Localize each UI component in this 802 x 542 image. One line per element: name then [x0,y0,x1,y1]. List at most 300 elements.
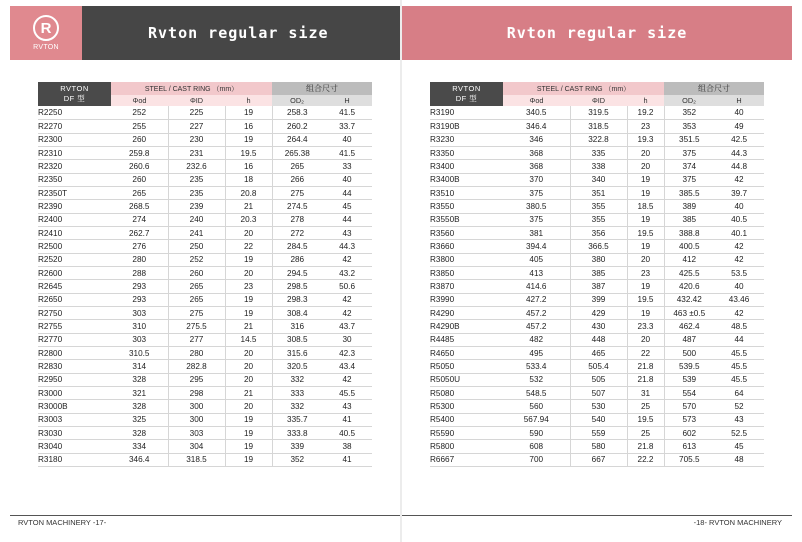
value-cell: 50.6 [322,280,372,293]
value-cell: 355 [570,200,627,213]
value-cell: 380 [570,253,627,266]
right-title-banner [402,6,792,60]
value-cell: 507 [570,387,627,400]
value-cell: 241 [168,226,225,239]
value-cell: 52.5 [714,427,764,440]
value-cell: 608 [503,440,570,453]
value-cell: 23 [627,266,664,279]
table-row [38,307,372,320]
value-cell: 42 [322,293,372,306]
model-cell: R2755 [38,320,111,333]
id-subheader: ΦID [570,95,627,106]
value-cell: 42 [714,173,764,186]
model-cell: R3550B [430,213,503,226]
value-cell: 284.5 [272,240,322,253]
value-cell: 235 [168,186,225,199]
value-cell: 44 [714,333,764,346]
right-size-table [430,82,764,467]
value-cell: 432.42 [664,293,714,306]
model-cell: R2600 [38,266,111,279]
value-cell: 590 [503,427,570,440]
model-column-header: RVTON DF 型 [430,82,503,106]
model-cell: R3800 [430,253,503,266]
value-cell: 19 [225,427,272,440]
table-row [430,160,764,173]
value-cell: 463 ±0.5 [664,307,714,320]
value-cell: 20 [627,253,664,266]
value-cell: 530 [570,400,627,413]
value-cell: 232.6 [168,160,225,173]
model-cell: R3190 [430,106,503,119]
model-cell: R5050U [430,373,503,386]
table-row [38,120,372,133]
value-cell: 230 [168,133,225,146]
value-cell: 303 [111,307,168,320]
model-cell: R2270 [38,120,111,133]
value-cell: 533.4 [503,360,570,373]
value-cell: 43 [714,413,764,426]
value-cell: 23 [627,120,664,133]
value-cell: 413 [503,266,570,279]
value-cell: 304 [168,440,225,453]
model-column-header: RVTON DF 型 [38,82,111,106]
value-cell: 22 [225,240,272,253]
table-row [430,120,764,133]
value-cell: 368 [503,146,570,159]
value-cell: 18 [225,173,272,186]
value-cell: 20 [225,360,272,373]
table-row [430,373,764,386]
value-cell: 52 [714,400,764,413]
value-cell: 613 [664,440,714,453]
value-cell: 540 [570,413,627,426]
value-cell: 412 [664,253,714,266]
table-row [430,280,764,293]
value-cell: 42.3 [322,347,372,360]
value-cell: 303 [111,333,168,346]
value-cell: 700 [503,453,570,466]
model-cell: R4485 [430,333,503,346]
value-cell: 487 [664,333,714,346]
model-cell: R2645 [38,280,111,293]
value-cell: 19.3 [627,133,664,146]
value-cell: 40 [322,133,372,146]
table-row [430,413,764,426]
value-cell: 293 [111,280,168,293]
right-page [402,0,802,542]
value-cell: 45 [322,200,372,213]
steel-ring-header: STEEL / CAST RING （mm） [111,82,272,95]
table-row [38,106,372,119]
value-cell: 260.6 [111,160,168,173]
model-cell: R2390 [38,200,111,213]
left-title-banner [10,6,400,60]
model-cell: R3190B [430,120,503,133]
table-row [38,146,372,159]
right-page-title: Rvton regular size [506,24,688,42]
model-cell: R3003 [38,413,111,426]
od-subheader: Φod [503,95,570,106]
model-cell: R3990 [430,293,503,306]
value-cell: 19 [225,253,272,266]
value-cell: 38 [322,440,372,453]
value-cell: 20 [225,266,272,279]
value-cell: 40.5 [714,213,764,226]
value-cell: 41 [322,453,372,466]
value-cell: 387 [570,280,627,293]
value-cell: 335 [570,146,627,159]
value-cell: 346.4 [111,453,168,466]
value-cell: 400.5 [664,240,714,253]
value-cell: 265.38 [272,146,322,159]
value-cell: 33 [322,160,372,173]
value-cell: 25 [627,400,664,413]
value-cell: 20 [225,347,272,360]
logo-text: RVTON [33,44,59,51]
value-cell: 42 [322,373,372,386]
value-cell: 548.5 [503,387,570,400]
value-cell: 316 [272,320,322,333]
value-cell: 20 [225,226,272,239]
value-cell: 20.8 [225,186,272,199]
value-cell: 405 [503,253,570,266]
value-cell: 43.7 [322,320,372,333]
table-row [38,453,372,466]
table-row [430,293,764,306]
value-cell: 559 [570,427,627,440]
value-cell: 19.5 [225,146,272,159]
value-cell: 368 [503,160,570,173]
value-cell: 227 [168,120,225,133]
model-cell: R2350T [38,186,111,199]
value-cell: 40 [322,173,372,186]
value-cell: 265 [168,280,225,293]
value-cell: 282.8 [168,360,225,373]
value-cell: 258.3 [272,106,322,119]
table-row [38,413,372,426]
value-cell: 45.5 [322,387,372,400]
value-cell: 20 [225,373,272,386]
value-cell: 308.4 [272,307,322,320]
table-row [430,106,764,119]
value-cell: 375 [503,186,570,199]
table-row [430,440,764,453]
table-row [430,400,764,413]
value-cell: 240 [168,213,225,226]
value-cell: 19 [225,106,272,119]
model-cell: R3000 [38,387,111,400]
value-cell: 64 [714,387,764,400]
value-cell: 14.5 [225,333,272,346]
value-cell: 44 [322,186,372,199]
model-cell: R2500 [38,240,111,253]
model-cell: R2300 [38,133,111,146]
value-cell: 505.4 [570,360,627,373]
logo-r-icon: R [33,15,59,41]
value-cell: 318.5 [168,453,225,466]
model-cell: R3400 [430,160,503,173]
value-cell: 280 [111,253,168,266]
value-cell: 303 [168,427,225,440]
value-cell: 53.5 [714,266,764,279]
table-row [38,347,372,360]
table-row [38,360,372,373]
table-row [430,133,764,146]
value-cell: 298.5 [272,280,322,293]
value-cell: 277 [168,333,225,346]
table-row [38,373,372,386]
table-row [430,307,764,320]
value-cell: 427.2 [503,293,570,306]
table-row [38,200,372,213]
table-row [38,387,372,400]
model-cell: R4290 [430,307,503,320]
value-cell: 389 [664,200,714,213]
table-row [38,186,372,199]
value-cell: 48.5 [714,320,764,333]
model-cell: R5400 [430,413,503,426]
value-cell: 19.2 [627,106,664,119]
table-row [38,320,372,333]
table-row [430,266,764,279]
model-cell: R4650 [430,347,503,360]
value-cell: 573 [664,413,714,426]
value-cell: 580 [570,440,627,453]
table-row [430,347,764,360]
value-cell: 19.5 [627,293,664,306]
model-cell: R3660 [430,240,503,253]
value-cell: 539.5 [664,360,714,373]
model-cell: R2320 [38,160,111,173]
model-cell: R4290B [430,320,503,333]
value-cell: 457.2 [503,307,570,320]
value-cell: 339 [272,440,322,453]
value-cell: 19 [225,413,272,426]
value-cell: 346.4 [503,120,570,133]
value-cell: 264.4 [272,133,322,146]
value-cell: 265 [168,293,225,306]
assembly-size-header: 组合尺寸 [664,82,764,95]
table-row [38,427,372,440]
value-cell: 319.5 [570,106,627,119]
value-cell: 22 [627,347,664,360]
value-cell: 425.5 [664,266,714,279]
table-row [430,360,764,373]
value-cell: 399 [570,293,627,306]
value-cell: 351 [570,186,627,199]
table-row [38,440,372,453]
value-cell: 235 [168,173,225,186]
model-cell: R2770 [38,333,111,346]
value-cell: 16 [225,160,272,173]
value-cell: 41.5 [322,146,372,159]
table-row [38,173,372,186]
value-cell: 355 [570,213,627,226]
value-cell: 352 [272,453,322,466]
value-cell: 45.5 [714,347,764,360]
value-cell: 20 [627,333,664,346]
model-cell: R3560 [430,226,503,239]
value-cell: 262.7 [111,226,168,239]
value-cell: 41.5 [322,106,372,119]
value-cell: 328 [111,400,168,413]
left-page-title: Rvton regular size [148,24,329,42]
value-cell: 298 [168,387,225,400]
value-cell: 19 [225,293,272,306]
value-cell: 333.8 [272,427,322,440]
table-row [38,133,372,146]
value-cell: 42 [714,240,764,253]
value-cell: 49 [714,120,764,133]
table-row [430,173,764,186]
value-cell: 667 [570,453,627,466]
value-cell: 356 [570,226,627,239]
value-cell: 388.8 [664,226,714,239]
value-cell: 325 [111,413,168,426]
height-subheader: H [714,95,764,106]
od2-subheader: OD₂ [272,95,322,106]
value-cell: 335.7 [272,413,322,426]
value-cell: 21.8 [627,360,664,373]
value-cell: 385 [570,266,627,279]
value-cell: 495 [503,347,570,360]
value-cell: 328 [111,373,168,386]
value-cell: 567.94 [503,413,570,426]
value-cell: 385.5 [664,186,714,199]
value-cell: 602 [664,427,714,440]
model-cell: R2350 [38,173,111,186]
model-cell: R5590 [430,427,503,440]
value-cell: 42 [714,253,764,266]
table-row [38,160,372,173]
value-cell: 23 [225,280,272,293]
table-row [38,266,372,279]
value-cell: 252 [111,106,168,119]
value-cell: 252 [168,253,225,266]
value-cell: 340 [570,173,627,186]
value-cell: 457.2 [503,320,570,333]
value-cell: 298.3 [272,293,322,306]
assembly-size-header: 组合尺寸 [272,82,372,95]
value-cell: 23.3 [627,320,664,333]
value-cell: 300 [168,400,225,413]
value-cell: 340.5 [503,106,570,119]
table-row [38,226,372,239]
value-cell: 43.2 [322,266,372,279]
value-cell: 19 [627,240,664,253]
value-cell: 21 [225,200,272,213]
value-cell: 465 [570,347,627,360]
value-cell: 314 [111,360,168,373]
value-cell: 274 [111,213,168,226]
value-cell: 353 [664,120,714,133]
value-cell: 20.3 [225,213,272,226]
value-cell: 33.7 [322,120,372,133]
value-cell: 315.6 [272,347,322,360]
value-cell: 260 [111,173,168,186]
value-cell: 45.5 [714,373,764,386]
value-cell: 265 [272,160,322,173]
value-cell: 274.5 [272,200,322,213]
table-row [38,293,372,306]
h-subheader: h [627,95,664,106]
value-cell: 260 [168,266,225,279]
value-cell: 310.5 [111,347,168,360]
table-row [430,226,764,239]
model-cell: R2520 [38,253,111,266]
value-cell: 500 [664,347,714,360]
value-cell: 19 [627,173,664,186]
value-cell: 385 [664,213,714,226]
model-cell: R2830 [38,360,111,373]
model-cell: R2310 [38,146,111,159]
table-row [38,213,372,226]
footer-divider [10,515,400,516]
value-cell: 40 [714,280,764,293]
value-cell: 44.3 [714,146,764,159]
value-cell: 381 [503,226,570,239]
value-cell: 40 [714,200,764,213]
value-cell: 374 [664,160,714,173]
value-cell: 333 [272,387,322,400]
value-cell: 231 [168,146,225,159]
value-cell: 310 [111,320,168,333]
value-cell: 25 [627,427,664,440]
value-cell: 328 [111,427,168,440]
od2-subheader: OD₂ [664,95,714,106]
value-cell: 570 [664,400,714,413]
model-cell: R2650 [38,293,111,306]
value-cell: 300 [168,413,225,426]
value-cell: 45.5 [714,360,764,373]
table-row [430,213,764,226]
value-cell: 21 [225,320,272,333]
value-cell: 276 [111,240,168,253]
value-cell: 19 [627,307,664,320]
model-cell: R3030 [38,427,111,440]
left-page [0,0,400,542]
model-cell: R2950 [38,373,111,386]
model-cell: R5080 [430,387,503,400]
model-cell: R2250 [38,106,111,119]
value-cell: 338 [570,160,627,173]
value-cell: 40.1 [714,226,764,239]
value-cell: 288 [111,266,168,279]
model-cell: R3400B [430,173,503,186]
value-cell: 40.5 [322,427,372,440]
value-cell: 293 [111,293,168,306]
value-cell: 430 [570,320,627,333]
table-row [430,200,764,213]
value-cell: 19 [225,307,272,320]
value-cell: 318.5 [570,120,627,133]
model-cell: R3870 [430,280,503,293]
value-cell: 414.6 [503,280,570,293]
value-cell: 370 [503,173,570,186]
right-footer: -18- RVTON MACHINERY [693,518,782,527]
value-cell: 321 [111,387,168,400]
value-cell: 260 [111,133,168,146]
value-cell: 375 [664,173,714,186]
value-cell: 43.4 [322,360,372,373]
value-cell: 31 [627,387,664,400]
model-cell: R3550 [430,200,503,213]
table-row [38,253,372,266]
value-cell: 560 [503,400,570,413]
value-cell: 429 [570,307,627,320]
value-cell: 394.4 [503,240,570,253]
value-cell: 532 [503,373,570,386]
